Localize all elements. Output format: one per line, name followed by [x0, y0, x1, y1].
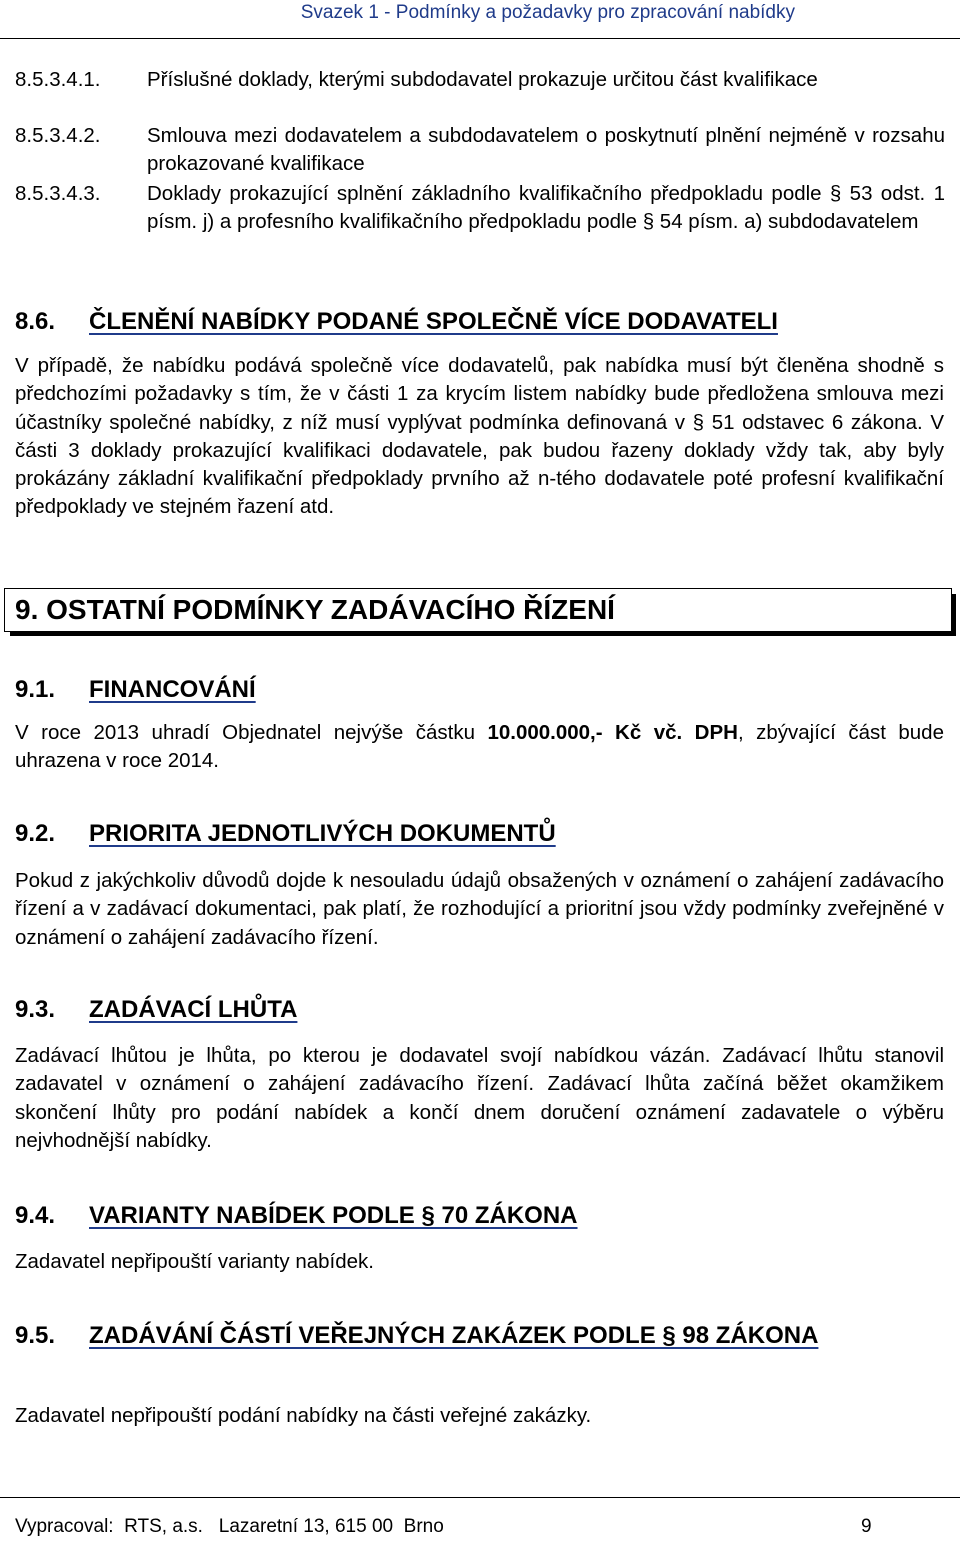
section-title: ZADÁVACÍ LHŮTA — [89, 996, 298, 1023]
chapter-title: 9. OSTATNÍ PODMÍNKY ZADÁVACÍHO ŘÍZENÍ — [15, 594, 615, 625]
list-item — [15, 66, 945, 122]
item-text: Smlouva mezi dodavatelem a subdodavatelem o poskytnutí plnění nejméně v rozsahu prokazované kvalifikace — [147, 124, 945, 175]
item-number: 8.5.3.4.3. — [15, 182, 101, 205]
page-number: 9 — [861, 1516, 872, 1537]
section-paragraph: Zadavatel nepřipouští varianty nabídek. — [15, 1250, 374, 1273]
section-number: 9.1. — [15, 676, 56, 703]
section-paragraph: Zadávací lhůtou je lhůta, po kterou je dodavatel svojí nabídkou vázán. Zadávací lhůtu stanovil zadavatel v oznámení o zahájení zadávacího řízení. Zadávací lhůta začíná běžet okamžikem skončení lhůty pro podání nabídek a končí dnem doručení oznámení zadavatele o výběru nejvhodnější nabídky. — [15, 1044, 944, 1152]
section-title: ČLENĚNÍ NABÍDKY PODANÉ SPOLEČNĚ VÍCE DODAVATELI — [89, 308, 778, 335]
section-paragraph: Pokud z jakýchkoliv důvodů dojde k nesouladu údajů obsažených v oznámení o zahájení zadávacího řízení a v zadávací dokumentaci, pak platí, že rozhodující a prioritní jsou vždy podmínky zveřejněné v oznámení o zahájení zadávacího řízení. — [15, 869, 944, 949]
document-title: Svazek 1 - Podmínky a požadavky pro zpracování nabídky — [300, 2, 795, 23]
page-footer — [0, 1497, 960, 1543]
section-number: 9.4. — [15, 1202, 56, 1229]
item-number: 8.5.3.4.1. — [15, 68, 101, 91]
section-paragraph — [15, 719, 944, 776]
section-number: 9.3. — [15, 996, 56, 1023]
section-title: ZADÁVÁNÍ ČÁSTÍ VEŘEJNÝCH ZAKÁZEK PODLE § 98 ZÁKONA — [89, 1322, 819, 1349]
paragraph-text: V roce 2013 uhradí Objednatel nejvýše částku — [15, 721, 488, 744]
section-number: 9.5. — [15, 1322, 56, 1349]
section-title: FINANCOVÁNÍ — [89, 676, 256, 703]
section-number: 9.2. — [15, 820, 56, 847]
section-title: PRIORITA JEDNOTLIVÝCH DOKUMENTŮ — [89, 820, 556, 847]
chapter-heading-9 — [4, 588, 952, 632]
section-paragraph: V případě, že nabídku podává společně více dodavatelů, pak nabídka musí být členěna shodně s předchozími požadavky s tím, že v části 1 za krycím listem nabídky bude předložena smlouva mezi účastníky společné nabídky, z níž musí vyplývat podmínka definovaná v § 51 odstavec 6 zákona. V části 3 doklady prokazující kvalifikaci dodavatele, pak budou řazeny doklady vždy tak, aby byly prokázány základní kvalifikační předpoklady prvního až n-tého dodavatele poté profesní kvalifikační předpoklady ve stejném řazení atd. — [15, 354, 944, 519]
item-text: Doklady prokazující splnění základního kvalifikačního předpokladu podle § 53 odst. 1 písm. j) a profesního kvalifikačního předpokladu podle § 54 písm. a) subdodavatelem — [147, 182, 945, 233]
page-header — [0, 0, 960, 39]
list-item — [15, 122, 945, 178]
section-number: 8.6. — [15, 308, 56, 335]
footer-author: Vypracoval: RTS, a.s. Lazaretní 13, 615 00 Brno — [15, 1516, 444, 1537]
item-number: 8.5.3.4.2. — [15, 124, 101, 147]
list-item — [15, 180, 945, 264]
section-title: VARIANTY NABÍDEK PODLE § 70 ZÁKONA — [89, 1202, 578, 1229]
paragraph-text: , zbývající část bude uhrazena v roce 2014. — [15, 721, 944, 773]
section-paragraph: Zadavatel nepřipouští podání nabídky na části veřejné zakázky. — [15, 1404, 592, 1427]
amount-text: 10.000.000,- Kč vč. DPH — [487, 721, 738, 744]
item-text: Příslušné doklady, kterými subdodavatel prokazuje určitou část kvalifikace — [147, 68, 818, 91]
